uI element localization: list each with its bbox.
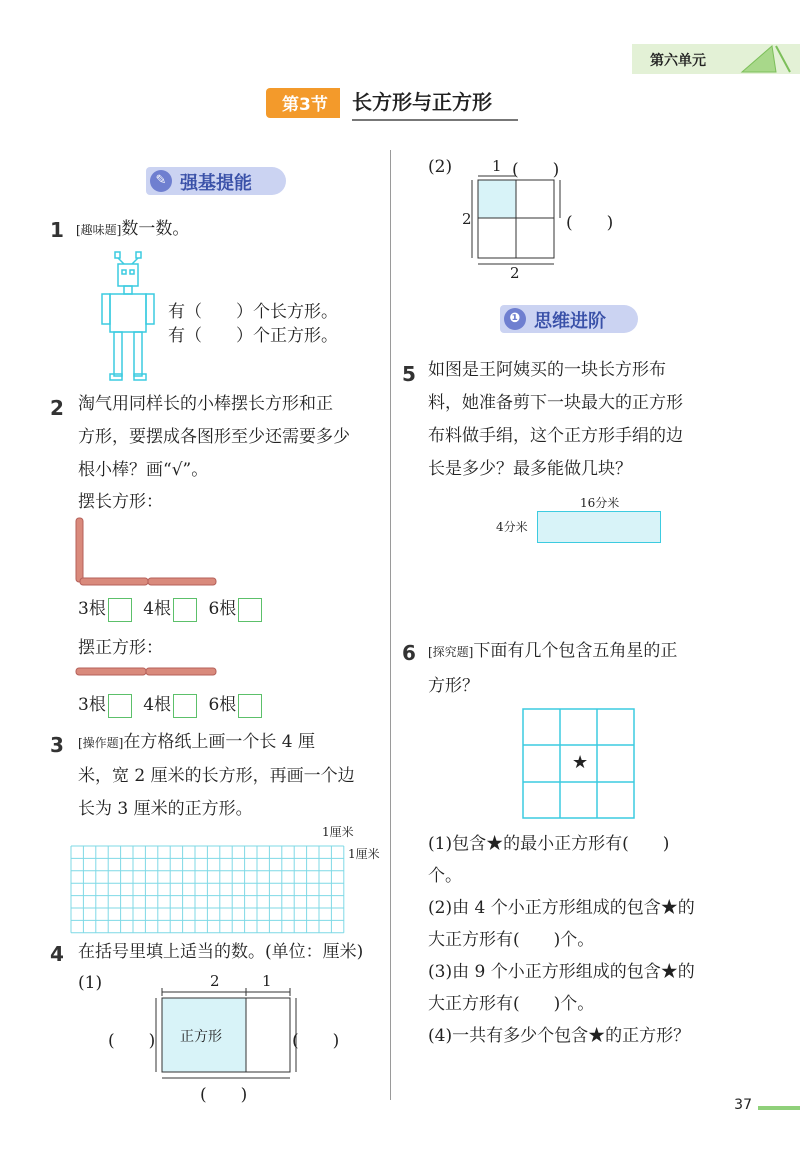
answer-box[interactable] (108, 598, 132, 622)
section-title: 长方形与正方形 (352, 86, 518, 121)
q6-sub1-cont: 个。 (428, 866, 462, 886)
q4-p1-bottom-blank[interactable]: ( ) (200, 1085, 248, 1105)
section-basic-label: 强基提能 (180, 173, 252, 194)
q4-p2-left: 2 (462, 210, 472, 228)
q6-sub1: (1)包含★的最小正方形有( ) (428, 834, 670, 854)
q1-line1: 有（ ）个长方形。 (168, 302, 338, 322)
q4-p2-bottom: 2 (510, 264, 520, 282)
q5-line: 如图是王阿姨买的一块长方形布 (428, 360, 666, 380)
unit-tab (632, 44, 800, 74)
q2-square-label: 摆正方形： (78, 638, 163, 658)
q3-prompt (78, 726, 355, 826)
column-divider (390, 150, 391, 1100)
q1-number: 1 (50, 218, 64, 242)
stick-figure-line (74, 666, 224, 678)
option-label: 3根 (78, 599, 106, 619)
option-label: 6根 (208, 695, 237, 715)
q2-square-options (78, 690, 262, 718)
q2-line: 方形，要摆成各图形至少还需要多少 (78, 427, 350, 447)
stick-figure-l (72, 516, 222, 588)
q3-line: 长为 3 厘米的正方形。 (78, 799, 253, 819)
q6-sub2-cont: 大正方形有( )个。 (428, 930, 595, 950)
q3-unit-v: 1厘米 (348, 847, 380, 861)
robot-figure (98, 250, 162, 382)
section-basic (146, 167, 286, 195)
medal-icon: ❶ (504, 308, 526, 330)
q4-p1-top-b: 1 (262, 972, 272, 990)
q6-sub4: (4)一共有多少个包含★的正方形？ (428, 1026, 691, 1046)
q4-p1-left-blank[interactable]: ( ) (108, 1031, 156, 1051)
q4-p2-top: 1 (492, 157, 502, 175)
answer-box[interactable] (173, 598, 197, 622)
q1-prompt (76, 213, 189, 246)
q1-tag: [趣味题] (76, 223, 122, 237)
grid-paper[interactable] (70, 845, 345, 938)
q6-sub3-cont: 大正方形有( )个。 (428, 994, 595, 1014)
q6-sub3: (3)由 9 个小正方形组成的包含★的 (428, 962, 695, 982)
q1-text: 数一数。 (121, 219, 190, 239)
star-icon: ★ (572, 752, 589, 773)
answer-box[interactable] (238, 694, 262, 718)
q3-line: 在方格纸上画一个长 4 厘 (123, 732, 315, 752)
q4-figure2 (468, 170, 568, 270)
q4-number: 4 (50, 942, 64, 966)
q2-line: 根小棒？画“√”。 (78, 460, 209, 480)
q5-length: 16分米 (580, 496, 620, 510)
option-label: 4根 (143, 695, 172, 715)
q3-line: 米，宽 2 厘米的长方形，再画一个边 (78, 766, 355, 786)
q1-line2: 有（ ）个正方形。 (168, 326, 338, 346)
q5-line: 长是多少？最多能做几块？ (428, 459, 632, 479)
section-advanced-label: 思维进阶 (534, 311, 606, 332)
q4-p1-top-a: 2 (210, 972, 220, 990)
q6-sub2: (2)由 4 个小正方形组成的包含★的 (428, 898, 695, 918)
q2-number: 2 (50, 396, 64, 420)
q6-prompt (428, 634, 677, 703)
page-number: 37 (734, 1097, 752, 1113)
answer-box[interactable] (173, 694, 197, 718)
q2-line: 淘气用同样长的小棒摆长方形和正 (78, 394, 333, 414)
q4-p2-top-blank[interactable]: ( ) (512, 160, 560, 180)
q2-rect-label: 摆长方形： (78, 492, 163, 512)
q4-p1-right-blank[interactable]: ( ) (292, 1031, 340, 1051)
q3-number: 3 (50, 733, 64, 757)
q6-tag: [探究题] (428, 645, 474, 659)
q6-line: 方形？ (428, 676, 479, 696)
q5-line: 料，她准备剪下一块最大的正方形 (428, 393, 683, 413)
q6-line: 下面有几个包含五角星的正 (473, 641, 678, 661)
q4-prompt: 在括号里填上适当的数。(单位：厘米) (78, 942, 364, 962)
q3-tag: [操作题] (78, 736, 124, 750)
section-advanced (500, 305, 638, 333)
q4-p1-inner: 正方形 (180, 1029, 222, 1045)
q2-prompt (78, 388, 350, 487)
answer-box[interactable] (108, 694, 132, 718)
q5-line: 布料做手绢，这个正方形手绢的边 (428, 426, 683, 446)
footer-bar (758, 1106, 800, 1110)
option-label: 3根 (78, 695, 106, 715)
unit-label: 第六单元 (650, 53, 706, 69)
q6-subquestions (428, 828, 695, 1052)
pencil-icon: ✎ (150, 170, 172, 192)
q6-number: 6 (402, 641, 416, 665)
q4-part2-label: (2) (428, 157, 453, 177)
option-label: 6根 (208, 599, 237, 619)
cloth-rectangle (537, 511, 661, 543)
ruler-icon (732, 44, 792, 74)
q4-p2-right-blank[interactable]: ( ) (566, 213, 614, 233)
q4-part1-label: (1) (78, 973, 103, 993)
section-badge: 第3节 (266, 88, 340, 118)
q5-width: 4分米 (496, 520, 528, 534)
q5-number: 5 (402, 362, 416, 386)
option-label: 4根 (143, 599, 172, 619)
q2-rect-options (78, 594, 262, 622)
q3-unit-h: 1厘米 (322, 825, 354, 839)
q4-figure1 (150, 988, 298, 1082)
answer-box[interactable] (238, 598, 262, 622)
q5-prompt (428, 354, 683, 486)
